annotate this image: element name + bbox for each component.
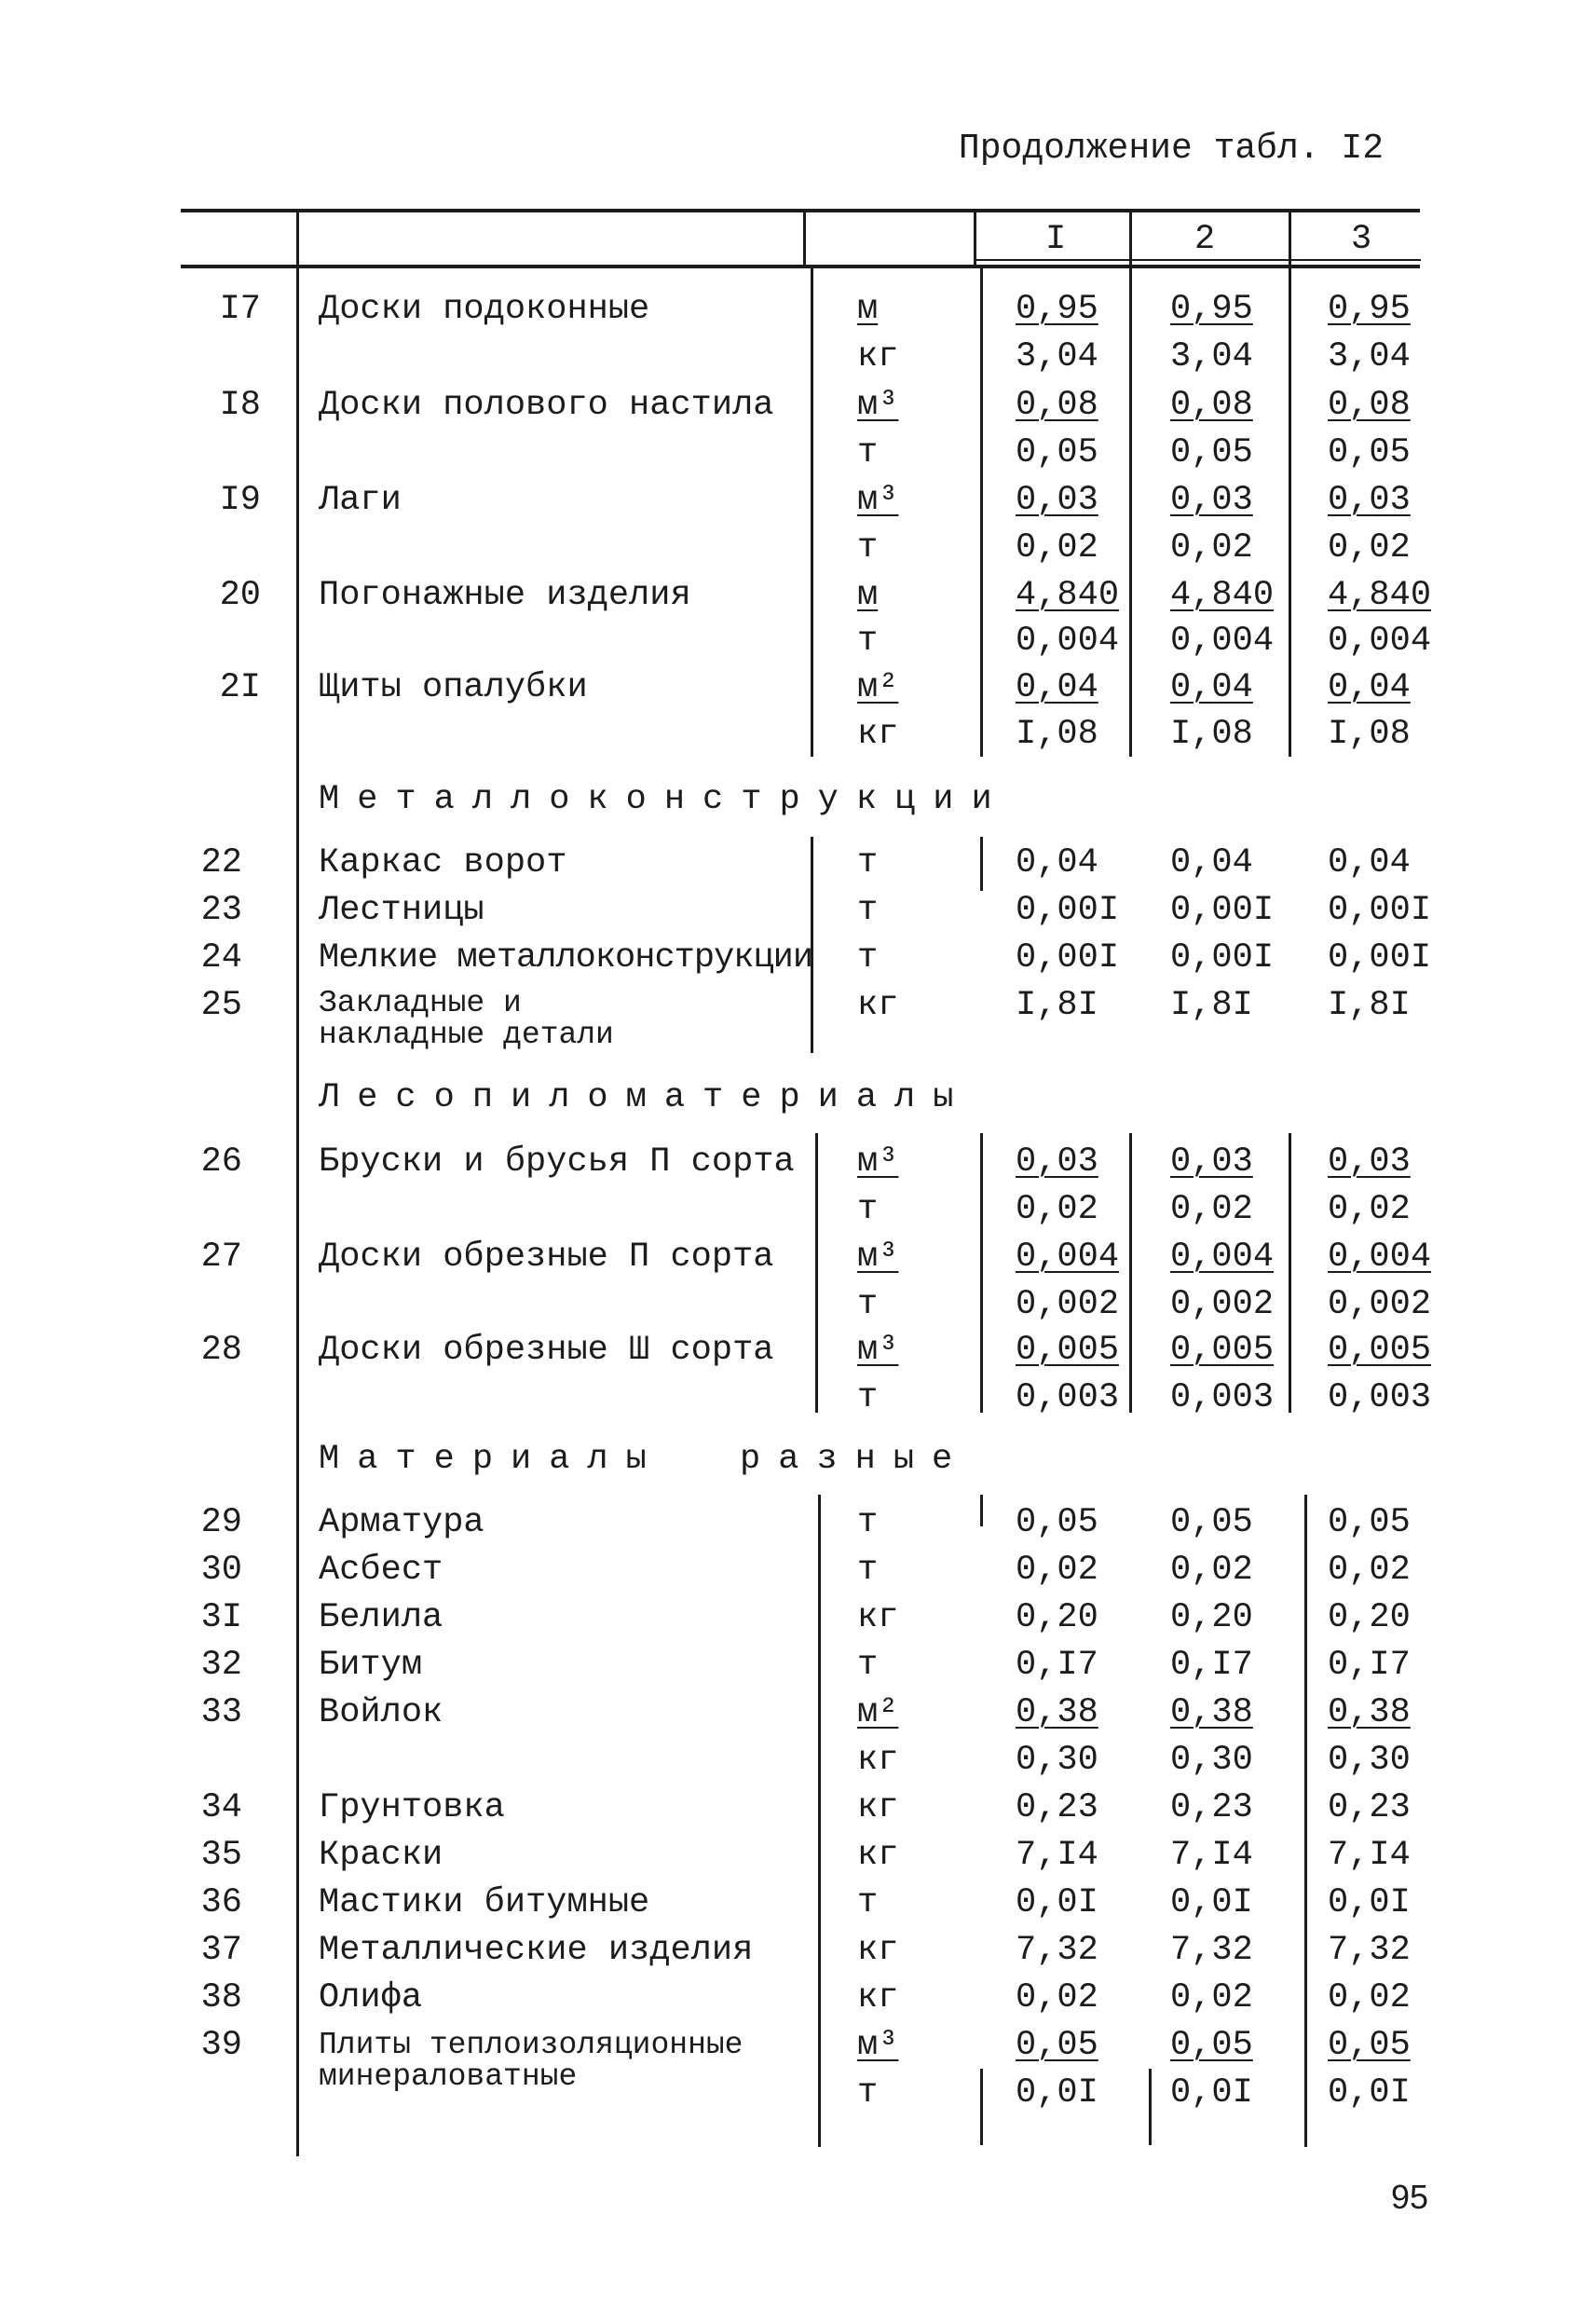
block1-unit-rule (811, 267, 813, 757)
row-value: 0,20 (1328, 1598, 1411, 1637)
row-unit: м² (857, 668, 899, 707)
row-name: Лестницы (319, 891, 484, 930)
header-vrule (1289, 211, 1291, 267)
row-value: I,08 (1170, 715, 1253, 754)
row-name: Доски обрезные Ш сорта (319, 1331, 774, 1370)
row-unit: т (857, 1378, 879, 1417)
row-name: Закладные и накладные детали (319, 986, 614, 1052)
row-number: 35 (200, 1836, 242, 1875)
row-value: 0,003 (1016, 1378, 1120, 1417)
row-value: 0,04 (1170, 843, 1253, 882)
row-value: 0,05 (1016, 2026, 1098, 2065)
row-unit: м³ (857, 1331, 899, 1370)
row-value: 0,04 (1328, 668, 1411, 707)
row-unit: м (857, 290, 879, 329)
row-value: 0,03 (1170, 1142, 1253, 1182)
row-unit: т (857, 1190, 879, 1229)
row-unit: кг (857, 1598, 899, 1637)
row-value: 0,02 (1328, 1190, 1411, 1229)
row-name: Олифа (319, 1978, 423, 2017)
row-name: Каркас ворот (319, 843, 567, 882)
row-value: 0,08 (1016, 386, 1098, 425)
row-value: 0,003 (1328, 1378, 1432, 1417)
header-sub-rule (974, 259, 1421, 261)
row-value: 0,03 (1328, 1142, 1411, 1182)
row-name: Щиты опалубки (319, 668, 588, 707)
row-value: 0,05 (1170, 2026, 1253, 2065)
row-value: 0,95 (1328, 290, 1411, 329)
row-value: 0,0I (1328, 2073, 1411, 2113)
block2-col1-rule (980, 837, 983, 891)
row-unit: т (857, 1285, 879, 1324)
header-vrule (974, 211, 976, 267)
row-value: 0,004 (1328, 622, 1432, 661)
row-unit: т (857, 891, 879, 930)
row-unit: м (857, 576, 879, 615)
row-value: 0,05 (1170, 433, 1253, 472)
row-value: 0,004 (1170, 1238, 1275, 1277)
row-name: Погонажные изделия (319, 576, 691, 615)
row-value: 0,08 (1170, 386, 1253, 425)
row-value: 0,003 (1170, 1378, 1275, 1417)
row-value: 0,20 (1016, 1598, 1098, 1637)
row-name: Асбест (319, 1551, 443, 1590)
row-value: 0,005 (1170, 1331, 1275, 1370)
row-value: 0,00I (1328, 938, 1432, 978)
header-vrule (1129, 211, 1132, 267)
row-name: Доски обрезные П сорта (319, 1238, 774, 1277)
row-value: I,8I (1170, 986, 1253, 1025)
row-value: 0,I7 (1170, 1646, 1253, 1685)
row-value: 0,002 (1016, 1285, 1120, 1324)
row-unit: кг (857, 337, 899, 376)
row-value: I,08 (1016, 715, 1098, 754)
row-number: 20 (219, 576, 261, 615)
row-unit: м³ (857, 1238, 899, 1277)
row-number: 33 (200, 1693, 242, 1732)
header-vrule (296, 211, 299, 267)
row-value: 0,02 (1016, 1190, 1098, 1229)
row-value: 0,38 (1170, 1693, 1253, 1732)
row-value: 7,32 (1016, 1931, 1098, 1970)
row-value: 4,840 (1170, 576, 1275, 615)
row-name: Грунтовка (319, 1788, 505, 1827)
row-unit: кг (857, 715, 899, 754)
row-number: 36 (200, 1883, 242, 1922)
row-value: 0,03 (1170, 481, 1253, 520)
table-top-rule (181, 209, 1420, 212)
row-value: 0,004 (1016, 1238, 1120, 1277)
row-unit: кг (857, 986, 899, 1025)
row-value: 4,840 (1016, 576, 1120, 615)
row-number: 29 (200, 1503, 242, 1542)
row-value: 0,00I (1328, 891, 1432, 930)
block4-col1-rule (980, 1495, 983, 1526)
row-value: 0,08 (1328, 386, 1411, 425)
row-value: 0,30 (1170, 1741, 1253, 1780)
row-value: I,8I (1016, 986, 1098, 1025)
row-number: I8 (219, 386, 261, 425)
row-value: 0,38 (1016, 1693, 1098, 1732)
row-unit: т (857, 1503, 879, 1542)
row-value: 7,32 (1328, 1931, 1411, 1970)
row-value: 0,005 (1016, 1331, 1120, 1370)
row-number: 24 (200, 938, 242, 978)
row-value: 0,04 (1328, 843, 1411, 882)
row-name: Плиты теплоизоляционные минераловатные (319, 2028, 743, 2094)
block3-col1-rule (980, 1133, 983, 1413)
row-value: 0,004 (1016, 622, 1120, 661)
row-value: 0,00I (1016, 891, 1120, 930)
row-value: 0,23 (1170, 1788, 1253, 1827)
row-name: Лаги (319, 481, 402, 520)
row-value: 7,I4 (1016, 1836, 1098, 1875)
row-number: 37 (200, 1931, 242, 1970)
row-value: 0,03 (1328, 481, 1411, 520)
row-value: 0,005 (1328, 1331, 1432, 1370)
row-name: Белила (319, 1598, 443, 1637)
row-number: 32 (200, 1646, 242, 1685)
row-value: 0,03 (1016, 481, 1098, 520)
row-unit: т (857, 622, 879, 661)
row-value: 0,05 (1016, 1503, 1098, 1542)
row-value: 0,004 (1170, 622, 1275, 661)
row-unit: т (857, 938, 879, 978)
page-number: 95 (1391, 2178, 1429, 2216)
section-heading-misc: Материалы разные (319, 1440, 971, 1479)
row-value: 0,20 (1170, 1598, 1253, 1637)
row-value: 0,03 (1016, 1142, 1098, 1182)
row-value: 0,02 (1328, 1978, 1411, 2017)
column-number-2: 2 (1194, 220, 1216, 259)
row-value: 7,I4 (1170, 1836, 1253, 1875)
row-value: 0,002 (1170, 1285, 1275, 1324)
row-number: 38 (200, 1978, 242, 2017)
row-value: 3,04 (1328, 337, 1411, 376)
row-unit: т (857, 843, 879, 882)
row-unit: кг (857, 1836, 899, 1875)
row-value: 0,04 (1016, 843, 1098, 882)
row-value: 0,0I (1170, 1883, 1253, 1922)
row-unit: м³ (857, 1142, 899, 1182)
row-value: 0,04 (1170, 668, 1253, 707)
row-unit: кг (857, 1978, 899, 2017)
row-unit: т (857, 2073, 879, 2113)
row-name: Краски (319, 1836, 443, 1875)
row-value: 0,23 (1016, 1788, 1098, 1827)
row-number: 27 (200, 1238, 242, 1277)
row-number: I9 (219, 481, 261, 520)
row-number: 25 (200, 986, 242, 1025)
row-value: 3,04 (1016, 337, 1098, 376)
row-value: 0,02 (1170, 1190, 1253, 1229)
row-value: 7,I4 (1328, 1836, 1411, 1875)
row-unit: т (857, 1883, 879, 1922)
row-number: 28 (200, 1331, 242, 1370)
block4-col1-rule-bottom (980, 2069, 983, 2145)
table-header-rule (181, 265, 1420, 268)
row-value: 0,02 (1170, 528, 1253, 567)
row-unit: кг (857, 1741, 899, 1780)
row-unit: м³ (857, 386, 899, 425)
row-number: I7 (219, 290, 261, 329)
row-value: 0,04 (1016, 668, 1098, 707)
row-value: 0,38 (1328, 1693, 1411, 1732)
row-value: 0,0I (1170, 2073, 1253, 2113)
row-value: 0,00I (1016, 938, 1120, 978)
row-number: 30 (200, 1551, 242, 1590)
row-value: 0,02 (1170, 1551, 1253, 1590)
block4-unit-rule (818, 1495, 821, 2147)
row-value: 0,0I (1328, 1883, 1411, 1922)
row-value: 0,002 (1328, 1285, 1432, 1324)
row-value: 3,04 (1170, 337, 1253, 376)
row-name: Мастики битумные (319, 1883, 650, 1922)
row-value: 0,30 (1328, 1741, 1411, 1780)
row-number: 23 (200, 891, 242, 930)
row-value: 0,05 (1016, 433, 1098, 472)
row-unit: кг (857, 1788, 899, 1827)
row-value: 0,00I (1170, 891, 1275, 930)
row-value: 0,30 (1016, 1741, 1098, 1780)
table-continuation-caption: Продолжение табл. I2 (958, 129, 1384, 169)
row-number: 2I (219, 668, 261, 707)
row-value: 0,004 (1328, 1238, 1432, 1277)
row-value: 0,02 (1170, 1978, 1253, 2017)
row-value: 0,02 (1016, 1978, 1098, 2017)
row-value: 0,05 (1170, 1503, 1253, 1542)
column-number-1: I (1045, 220, 1067, 259)
row-value: 0,05 (1328, 2026, 1411, 2065)
row-name: Бруски и брусья П сорта (319, 1142, 795, 1182)
row-unit: м³ (857, 2026, 899, 2065)
row-unit: т (857, 1646, 879, 1685)
row-value: 0,0I (1016, 2073, 1098, 2113)
row-value: 0,05 (1328, 1503, 1411, 1542)
row-value: 4,840 (1328, 576, 1432, 615)
row-name: Битум (319, 1646, 423, 1685)
row-value: 0,23 (1328, 1788, 1411, 1827)
row-name: Доски полового настила (319, 386, 774, 425)
row-value: 0,95 (1170, 290, 1253, 329)
row-value: I,8I (1328, 986, 1411, 1025)
row-unit: кг (857, 1931, 899, 1970)
row-value: 0,I7 (1016, 1646, 1098, 1685)
row-number: 39 (200, 2026, 242, 2065)
row-value: 0,02 (1328, 528, 1411, 567)
row-unit: т (857, 528, 879, 567)
header-vrule (803, 211, 806, 267)
row-name: Мелкие металлоконструкции (319, 938, 813, 978)
table-left-rule (296, 265, 299, 2156)
row-value: 0,02 (1016, 1551, 1098, 1590)
row-number: 22 (200, 843, 242, 882)
column-number-3: 3 (1351, 220, 1372, 259)
row-unit: т (857, 433, 879, 472)
row-name: Арматура (319, 1503, 484, 1542)
row-value: 0,0I (1016, 1883, 1098, 1922)
row-value: 0,05 (1328, 433, 1411, 472)
block3-unit-rule (815, 1133, 818, 1413)
row-number: 34 (200, 1788, 242, 1827)
row-name: Металлические изделия (319, 1931, 754, 1970)
row-value: 0,95 (1016, 290, 1098, 329)
row-value: 0,02 (1328, 1551, 1411, 1590)
row-name: Доски подоконные (319, 290, 650, 329)
row-unit: м³ (857, 481, 899, 520)
row-unit: м² (857, 1693, 899, 1732)
row-name: Войлок (319, 1693, 443, 1732)
row-value: I,08 (1328, 715, 1411, 754)
section-heading-lumber: Лесопиломатериалы (319, 1078, 972, 1117)
row-value: 0,I7 (1328, 1646, 1411, 1685)
section-heading-metal: Металлоконструкции (319, 780, 1010, 819)
row-number: 3I (200, 1598, 242, 1637)
block1-col1-rule (980, 267, 983, 757)
row-value: 7,32 (1170, 1931, 1253, 1970)
row-number: 26 (200, 1142, 242, 1182)
row-value: 0,00I (1170, 938, 1275, 978)
row-unit: т (857, 1551, 879, 1590)
row-value: 0,02 (1016, 528, 1098, 567)
